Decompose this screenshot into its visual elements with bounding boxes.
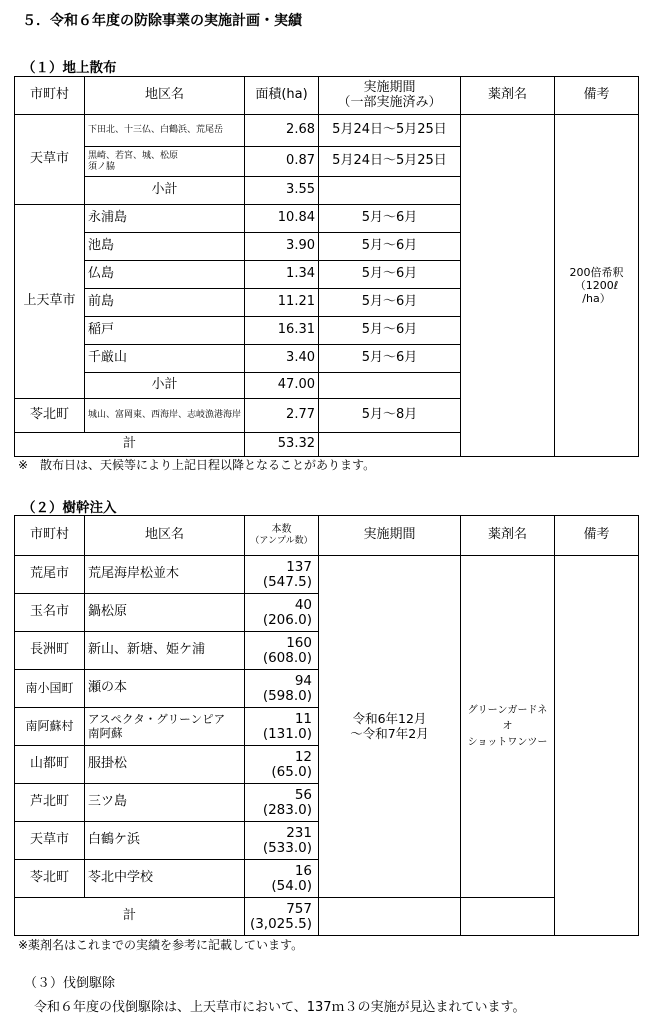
total-value: 53.32 [245,433,319,457]
table-header-row [15,77,639,115]
section3-text: 令和６年度の伐倒駆除は、上天草市において、137ｍ３の実施が見込まれています。 [34,1000,526,1015]
header-period [319,77,461,115]
city-cell: 山都町 [15,746,85,784]
district-cell: 池島 [85,233,245,261]
district-cell: 服掛松 [85,746,245,784]
district-cell: 千厳山 [85,345,245,373]
header-period: 実施期間 [319,516,461,556]
total-ampoules: (3,025.5) [249,915,312,932]
tree-count: 160 [286,635,312,652]
subtotal-value: 47.00 [245,373,319,399]
ampoule-count: (65.0) [271,763,312,780]
total-count-cell [245,898,319,936]
district-cell: 永浦島 [85,205,245,233]
total-label: 計 [15,433,245,457]
tree-count: 94 [294,673,312,690]
total-label: 計 [15,898,245,936]
district-cell: 仏島 [85,261,245,289]
header-count [245,516,319,556]
period-cell: 令和6年12月 ～令和7年2月 [319,556,461,898]
district-cell: 鍋松原 [85,594,245,632]
empty-cell [319,898,461,936]
period-cell: 5月～8月 [319,399,461,433]
city-cell: 上天草市 [15,205,85,399]
city-cell: 南阿蘇村 [15,708,85,746]
header-district: 地区名 [85,77,245,115]
header-period-sub: （一部実施済み） [337,94,442,110]
area-cell: 16.31 [245,317,319,345]
period-cell: 5月～6月 [319,205,461,233]
period-cell: 5月～6月 [319,345,461,373]
district-cell: 白鶴ケ浜 [85,822,245,860]
header-count-label: 本数 [271,524,292,536]
count-cell [245,822,319,860]
district-cell: 苓北中学校 [85,860,245,898]
tree-count: 56 [294,787,312,804]
district-cell: 下田北、十三仏、白鶴浜、荒尾岳 [85,115,245,147]
ampoule-count: (206.0) [262,611,312,628]
district-cell: 黒崎、若宮、城、松原 須ノ脇 [85,147,245,177]
tree-count: 11 [294,711,312,728]
count-cell [245,632,319,670]
ampoule-count: (547.5) [262,573,312,590]
period-cell: 5月24日～5月25日 [319,147,461,177]
chemical-cell: グリーンガードネオ ショットワンツー [461,556,555,898]
header-city: 市町村 [15,77,85,115]
section2-heading: （２）樹幹注入 [22,500,117,516]
city-cell: 苓北町 [15,860,85,898]
empty-cell [319,177,461,205]
count-cell [245,708,319,746]
header-city: 市町村 [15,516,85,556]
tree-count: 16 [294,863,312,880]
area-cell: 3.40 [245,345,319,373]
header-period-label: 実施期間 [363,79,416,95]
header-remarks: 備考 [555,516,639,556]
count-cell [245,594,319,632]
ampoule-count: (283.0) [262,801,312,818]
district-cell: 前島 [85,289,245,317]
count-cell [245,860,319,898]
city-cell: 南小国町 [15,670,85,708]
total-count: 757 [286,901,312,918]
tree-count: 40 [294,597,312,614]
section1-note: ※ 散布日は、天候等により上記日程以降となることがあります。 [18,458,376,472]
district-cell: 瀬の本 [85,670,245,708]
header-count-sub: （アンプル数） [250,536,313,547]
district-cell: 三ツ島 [85,784,245,822]
ampoule-count: (131.0) [262,725,312,742]
count-cell [245,556,319,594]
count-cell [245,670,319,708]
city-cell: 苓北町 [15,399,85,433]
area-cell: 10.84 [245,205,319,233]
empty-cell [319,373,461,399]
period-cell: 5月～6月 [319,317,461,345]
header-remarks: 備考 [555,77,639,115]
area-cell: 1.34 [245,261,319,289]
section2-note: ※薬剤名はこれまでの実績を参考に記載しています。 [18,938,304,952]
tree-count: 137 [286,559,312,576]
city-cell: 玉名市 [15,594,85,632]
header-district: 地区名 [85,516,245,556]
district-cell: 稲戸 [85,317,245,345]
area-cell: 2.77 [245,399,319,433]
ampoule-count: (608.0) [262,649,312,666]
remarks-cell [555,556,639,936]
area-cell: 3.90 [245,233,319,261]
area-cell: 11.21 [245,289,319,317]
city-cell: 芦北町 [15,784,85,822]
header-chemical: 薬剤名 [461,77,555,115]
area-cell: 0.87 [245,147,319,177]
period-cell: 5月～6月 [319,233,461,261]
subtotal-label: 小計 [85,373,245,399]
subtotal-label: 小計 [85,177,245,205]
ampoule-count: (533.0) [262,839,312,856]
empty-cell [461,898,555,936]
table-row [15,115,639,147]
remarks-cell: 200倍希釈 （1200ℓ /ha） [555,115,639,457]
count-cell [245,746,319,784]
city-cell: 天草市 [15,115,85,205]
trunk-injection-table [14,515,639,936]
ampoule-count: (598.0) [262,687,312,704]
district-cell: 荒尾海岸松並木 [85,556,245,594]
city-cell: 荒尾市 [15,556,85,594]
table-header-row [15,516,639,556]
header-area: 面積(ha) [245,77,319,115]
section3-heading: （３）伐倒駆除 [24,976,116,991]
table-row [15,556,639,594]
district-cell: 新山、新塘、姫ケ浦 [85,632,245,670]
empty-cell [319,433,461,457]
section1-heading: （１）地上散布 [22,60,117,76]
tree-count: 231 [286,825,312,842]
ampoule-count: (54.0) [271,877,312,894]
period-cell: 5月～6月 [319,289,461,317]
total-row [15,898,639,936]
page-title: ５．令和６年度の防除事業の実施計画・実績 [22,13,302,29]
area-cell: 2.68 [245,115,319,147]
header-chemical: 薬剤名 [461,516,555,556]
city-cell: 長洲町 [15,632,85,670]
subtotal-value: 3.55 [245,177,319,205]
tree-count: 12 [294,749,312,766]
period-cell: 5月～6月 [319,261,461,289]
district-cell: 城山、富岡東、西海岸、志岐漁港海岸 [85,399,245,433]
ground-spray-table [14,76,639,457]
district-cell: アスペクタ・グリーンピア 南阿蘇 [85,708,245,746]
period-cell: 5月24日～5月25日 [319,115,461,147]
chemical-cell [461,115,555,457]
city-cell: 天草市 [15,822,85,860]
count-cell [245,784,319,822]
